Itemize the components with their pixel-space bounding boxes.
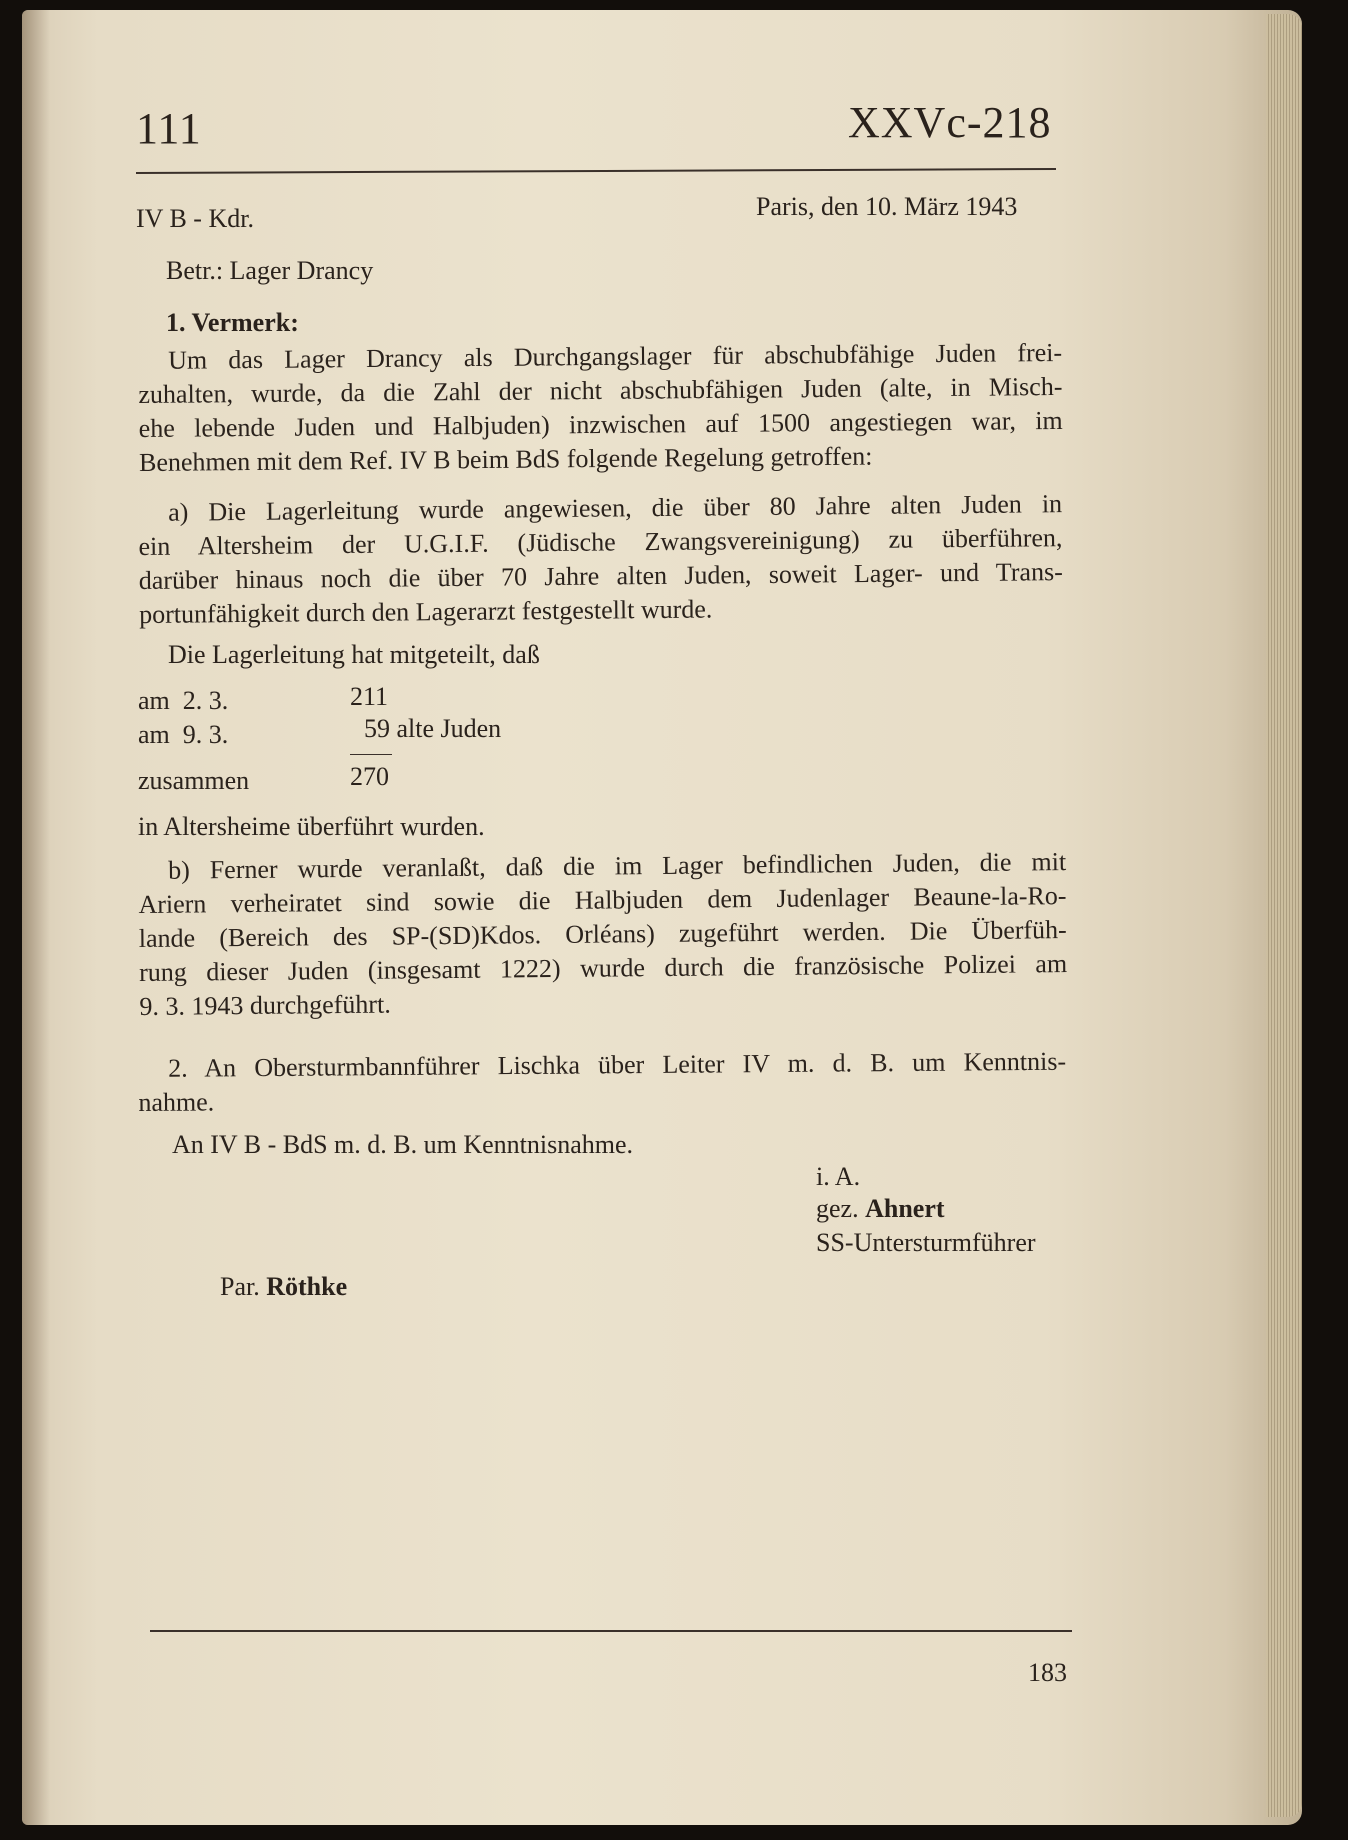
point-b-line: Ariern verheiratet sind sowie die Halbjuden dem Judenlager Beaune-la-Ro-	[138, 881, 1067, 919]
section-2-cc: An IV B - BdS m. d. B. um Kenntnisnahme.	[172, 1130, 634, 1159]
point-a-line: a) Die Lagerleitung wurde angewiesen, die über 80 Jahre alten Juden in	[168, 489, 1063, 527]
page-number: 183	[1028, 1658, 1067, 1687]
signature-name: Ahnert	[865, 1194, 945, 1223]
section-2-paragraph	[138, 1045, 1067, 1120]
footer-rule	[150, 1630, 1072, 1632]
signature-on-behalf: i. A.	[816, 1162, 861, 1191]
signature-signed	[816, 1192, 945, 1226]
intro-paragraph	[138, 336, 1063, 480]
initials-prefix: Par.	[220, 1272, 260, 1301]
point-a-line: portunfähigkeit durch den Lagerarzt festgestellt wurde.	[138, 594, 713, 629]
archive-reference: XXVc-218	[848, 98, 1052, 147]
intro-line: zuhalten, wurde, da die Zahl der nicht abschubfähigen Juden (alte, in Misch-	[138, 371, 1063, 409]
report-intro: Die Lagerleitung hat mitgeteilt, daß	[168, 640, 540, 669]
point-b-paragraph	[138, 845, 1068, 1024]
signature-rank: SS-Untersturmführer	[816, 1228, 1036, 1257]
tally-row-2-value: 59 alte Juden	[364, 714, 502, 743]
initials-name: Röthke	[266, 1272, 348, 1301]
tally-outro: in Altersheime überführt wurden.	[138, 812, 485, 841]
point-a-line: ein Altersheim der U.G.I.F. (Jüdische Zwangsvereinigung) zu überführen,	[138, 523, 1063, 561]
tally-sum-rule	[350, 754, 392, 755]
tally-row-2-label: am 9. 3.	[138, 720, 229, 749]
document-number: 111	[136, 104, 202, 153]
page-edges	[1266, 14, 1302, 1817]
tally-total-label: zusammen	[138, 766, 250, 795]
tally-total-value: 270	[350, 762, 389, 791]
place-and-date: Paris, den 10. März 1943	[756, 192, 1018, 221]
signature-prefix: gez.	[816, 1194, 859, 1223]
section-2-line: 2. An Obersturmbannführer Lischka über Leiter IV m. d. B. um Kenntnis-	[168, 1046, 1067, 1083]
point-b-line: 9. 3. 1943 durchgeführt.	[139, 989, 391, 1021]
tally-row-1-label: am 2. 3.	[138, 686, 229, 715]
tally-row-1-value: 211	[350, 682, 389, 711]
subject-line: Betr.: Lager Drancy	[166, 256, 374, 285]
intro-line: Um das Lager Drancy als Durchgangslager für abschubfähige Juden frei-	[168, 337, 1063, 375]
point-b-line: rung dieser Juden (insgesamt 1222) wurde durch die französische Polizei am	[138, 949, 1068, 987]
point-b-line: lande (Bereich des SP-(SD)Kdos. Orléans) zugeführt werden. Die Überfüh-	[138, 915, 1067, 953]
section-2-line: nahme.	[138, 1087, 215, 1117]
intro-line: Benehmen mit dem Ref. IV B beim BdS folgende Regelung getroffen:	[138, 441, 873, 477]
initials-line	[220, 1270, 347, 1304]
intro-line: ehe lebende Juden und Halbjuden) inzwischen auf 1500 angestiegen war, im	[138, 405, 1063, 443]
section-1-title: 1. Vermerk:	[166, 308, 299, 337]
point-a-paragraph	[138, 487, 1063, 632]
point-b-line: b) Ferner wurde veranlaßt, daß die im Lager befindlichen Juden, die mit	[168, 847, 1067, 885]
point-a-line: darüber hinaus noch die über 70 Jahre alten Juden, soweit Lager- und Trans-	[138, 557, 1063, 595]
sender-office: IV B - Kdr.	[136, 204, 254, 233]
